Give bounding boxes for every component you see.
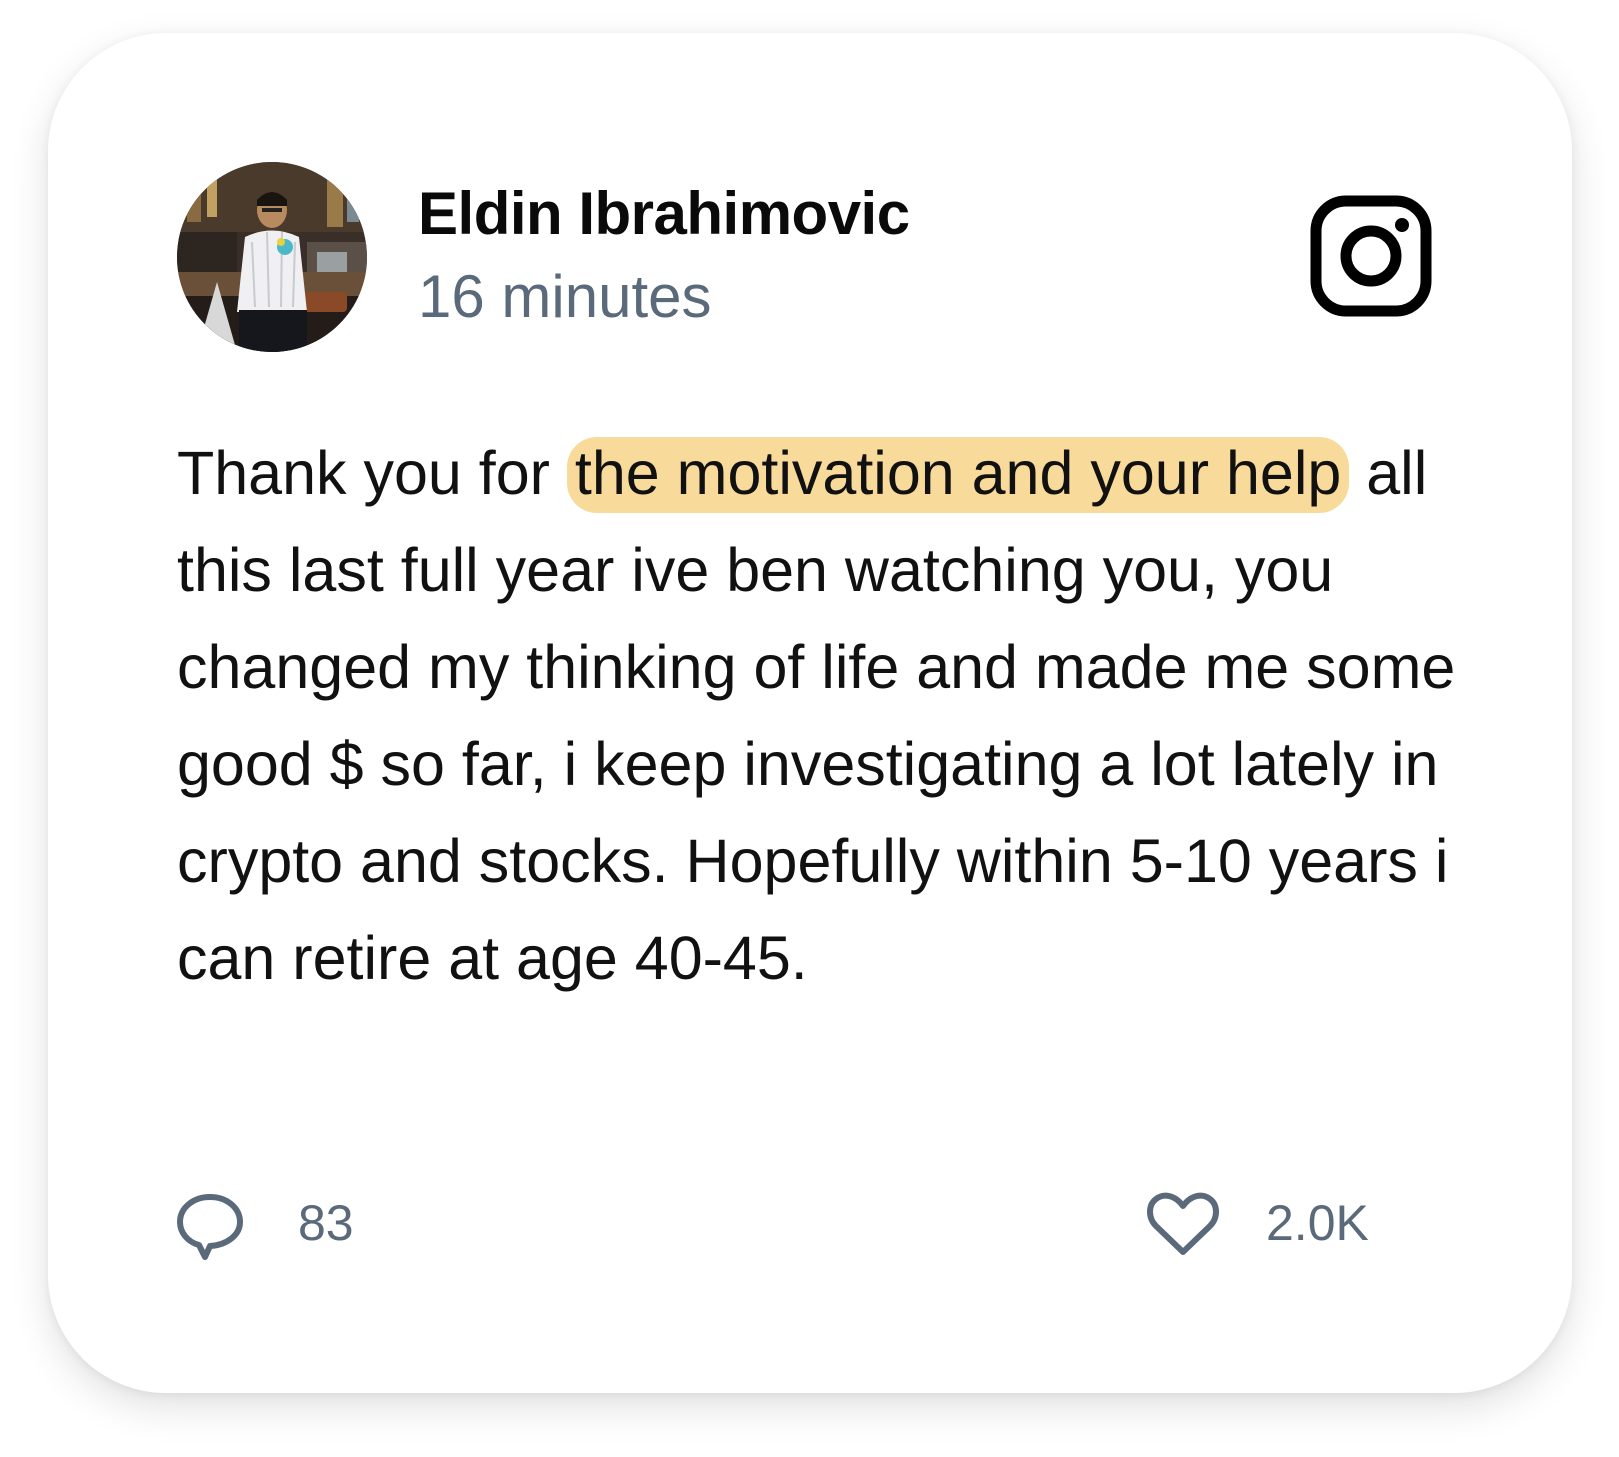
testimonial-card <box>48 33 1572 1393</box>
instagram-icon[interactable] <box>1310 195 1432 317</box>
comment-icon[interactable] <box>175 1191 245 1261</box>
post-text <box>177 425 1457 1007</box>
avatar-photo <box>177 162 367 352</box>
heart-icon[interactable] <box>1146 1191 1220 1257</box>
highlighted-text: the motivation and your help <box>567 437 1349 513</box>
post-text-start: Thank you for <box>177 439 567 507</box>
comment-count: 83 <box>298 1195 354 1251</box>
like-count: 2.0K <box>1266 1195 1369 1251</box>
avatar[interactable] <box>177 162 367 352</box>
post-timestamp: 16 minutes <box>418 263 712 330</box>
author-name[interactable]: Eldin Ibrahimovic <box>418 180 910 247</box>
post-text-end: all this last full year ive ben watching you, you changed my thinking of life and made me some good $ so far, i keep investigating a lot lately in crypto and stocks. Hopefully within 5-10 years i can retire at age 40-45. <box>177 439 1456 992</box>
